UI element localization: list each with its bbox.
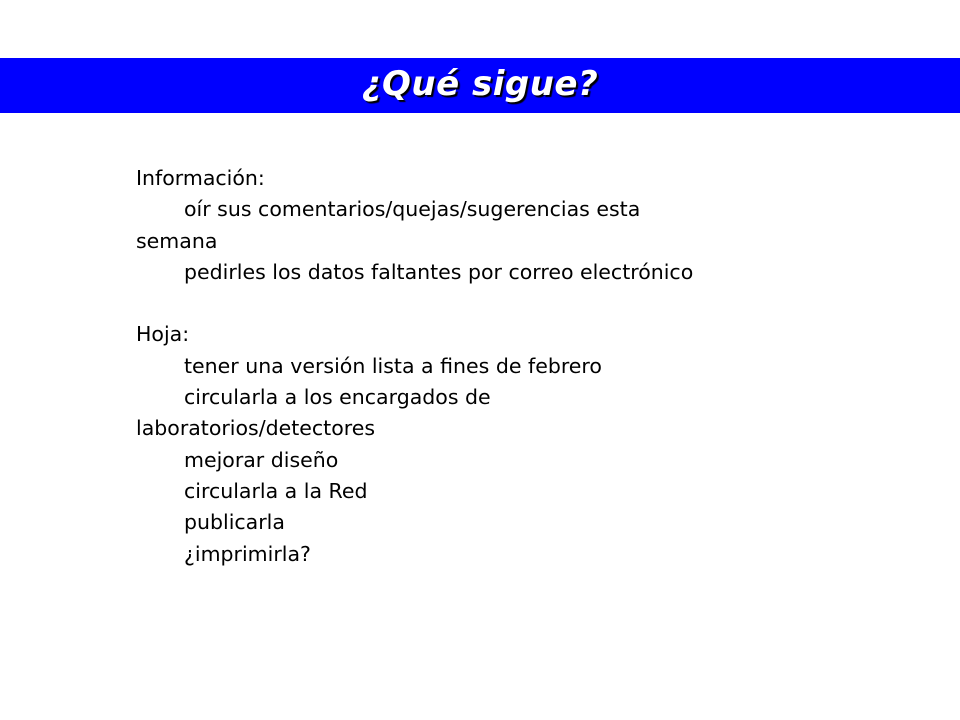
section-heading-hoja: Hoja: [136, 322, 190, 347]
list-item-continuation: semana [136, 228, 218, 253]
section-spacer [136, 288, 836, 319]
slide-body [136, 163, 836, 570]
slide-title-bar [0, 58, 960, 113]
list-item-continuation: laboratorios/detectores [136, 416, 376, 441]
list-item: pedirles los datos faltantes por correo electrónico [184, 259, 694, 284]
list-item: circularla a los encargados de [184, 385, 491, 410]
list-item: publicarla [184, 510, 285, 535]
list-item: tener una versión lista a fines de febrero [184, 353, 602, 378]
list-item: ¿imprimirla? [184, 541, 311, 566]
list-item: circularla a la Red [184, 478, 368, 503]
list-item: oír sus comentarios/quejas/sugerencias esta [184, 197, 641, 222]
list-item: mejorar diseño [184, 447, 339, 472]
slide-title: ¿Qué sigue? [361, 63, 599, 104]
section-heading-informacion: Información: [136, 166, 265, 190]
